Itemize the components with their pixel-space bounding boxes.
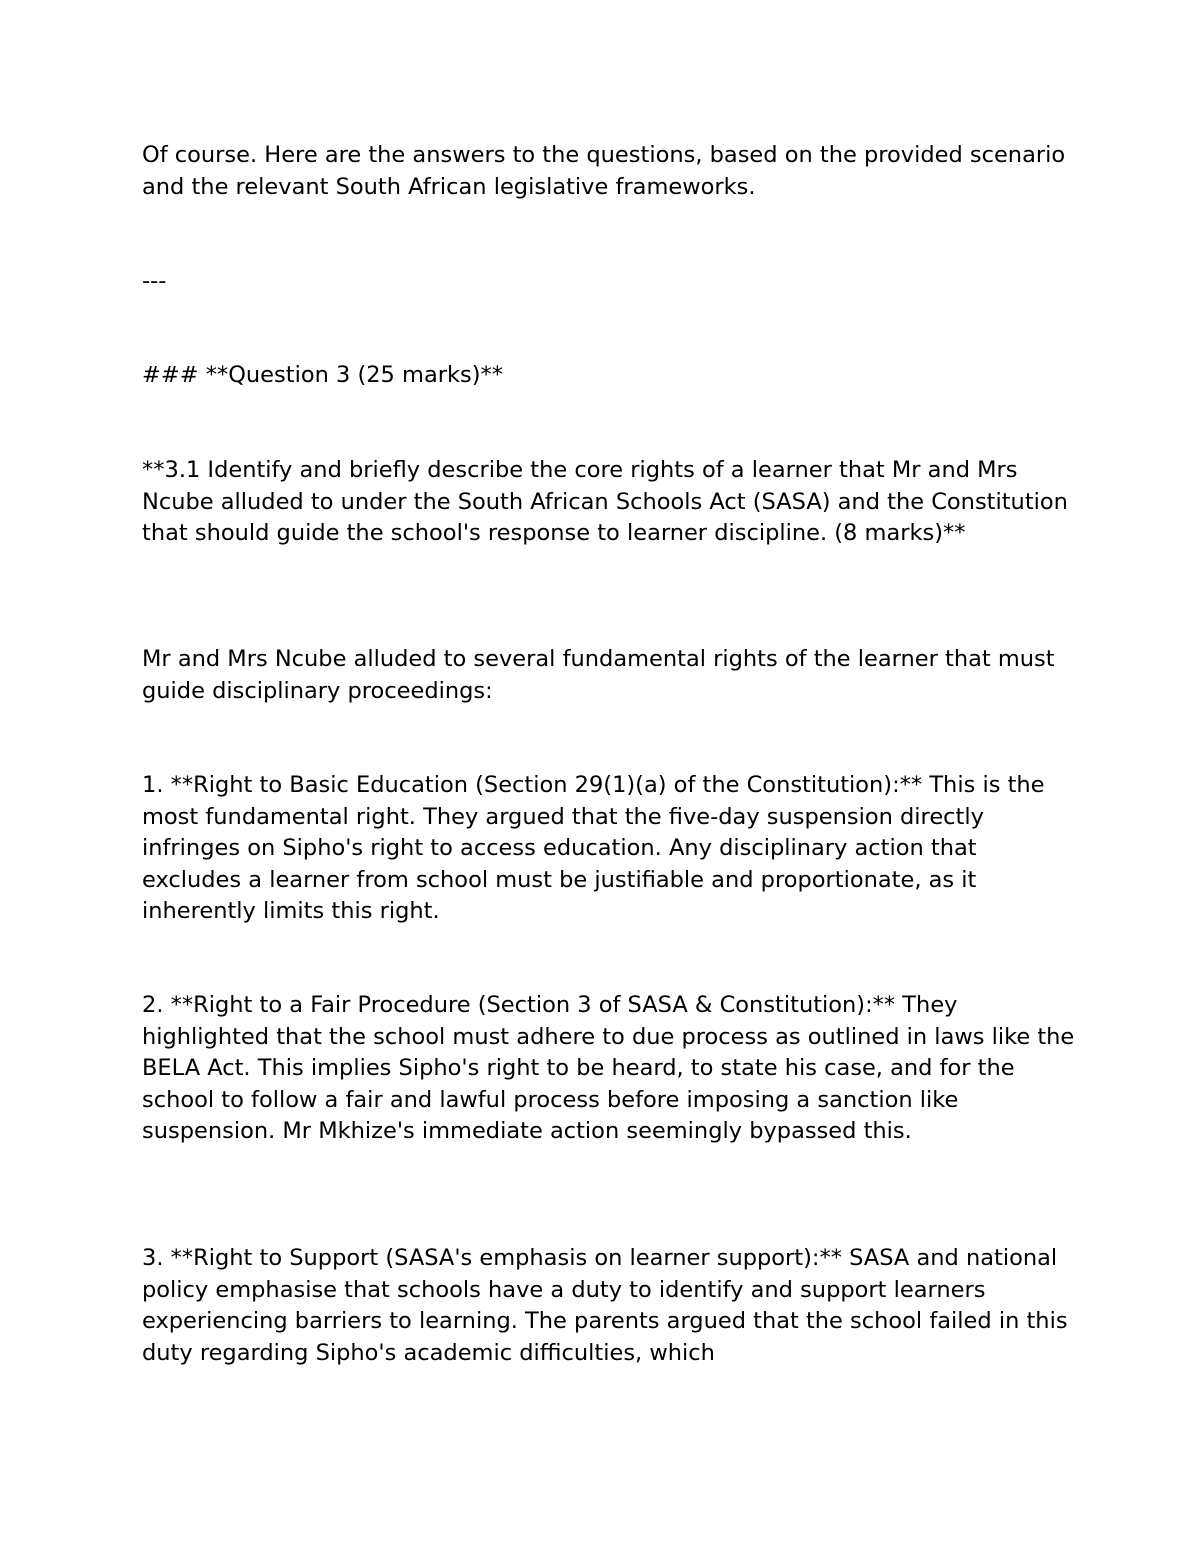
list-item-2: 2. **Right to a Fair Procedure (Section 3 of SASA & Constitution):** They highlighted that the school must adhere to due process as outlined in laws like the BELA Act. This implies Sipho's right to be heard, to state his case, and for the school to follow a fair and lawful process before imposing a sanction like suspension. Mr Mkhize's immediate action seemingly bypassed this. bbox=[142, 992, 1075, 1144]
list-item-3: 3. **Right to Support (SASA's emphasis on learner support):** SASA and national policy emphasise that schools have a duty to identify and support learners experiencing barriers to learning. The parents argued that the school failed in this duty regarding Sipho's academic difficulties, which bbox=[142, 1245, 1068, 1366]
question-3-1-text: **3.1 Identify and briefly describe the core rights of a learner that Mr and Mrs Ncube alluded to under the South African Schools Act (SASA) and the Constitution that should guide the school's response to learner discipline. (8 marks)** bbox=[142, 457, 1068, 546]
answer-intro-paragraph: Mr and Mrs Ncube alluded to several fundamental rights of the learner that must guide disciplinary proceedings: bbox=[142, 646, 1055, 704]
intro-paragraph: Of course. Here are the answers to the questions, based on the provided scenario and the relevant South African legislative frameworks. bbox=[142, 142, 1066, 200]
question-heading: ### **Question 3 (25 marks)** bbox=[142, 362, 504, 388]
list-item-1: 1. **Right to Basic Education (Section 29(1)(a) of the Constitution):** This is the most fundamental right. They argued that the five-day suspension directly infringes on Sipho's right to access education. Any disciplinary action that excludes a learner from school must be justifiable and proportionate, as it inherently limits this right. bbox=[142, 772, 1045, 924]
horizontal-rule-text: --- bbox=[142, 268, 167, 294]
